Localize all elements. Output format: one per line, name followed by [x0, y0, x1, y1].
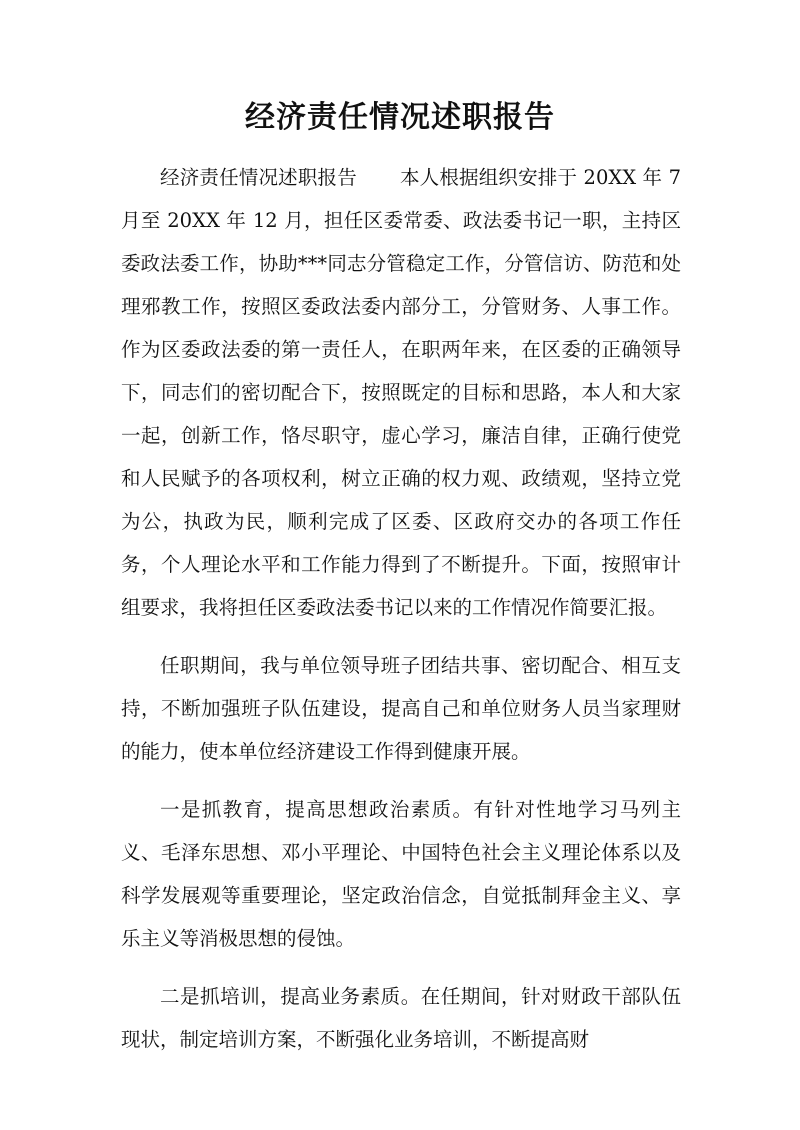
paragraph-intro: [121, 156, 681, 629]
document-body: [121, 156, 681, 1061]
intro-heading: 经济责任情况述职报告: [160, 166, 357, 189]
paragraph-2: 任职期间，我与单位领导班子团结共事、密切配合、相互支持，不断加强班子队伍建设，提高自己和单位财务人员当家理财的能力，使本单位经济建设工作得到健康开展。: [121, 654, 681, 763]
document-title: 经济责任情况述职报告: [245, 100, 555, 135]
paragraph-4: 二是抓培训，提高业务素质。在任期间，针对财政干部队伍现状，制定培训方案，不断强化业务培训，不断提高财: [121, 985, 681, 1051]
paragraph-1-text: 本人根据组织安排于 20XX 年 7 月至 20XX 年 12 月，担任区委常委、政法委书记一职，主持区委政法委工作，协助***同志分管稳定工作，分管信访、防范和处理邪教工作，按照区委政法委内部分工，分管财务、人事工作。作为区委政法委的第一责任人，在职两年来，在区委的正确领导下，同志们的密切配合下，按照既定的目标和思路，本人和大家一起，创新工作，恪尽职守，虚心学习，廉洁自律，正确行使党和人民赋予的各项权利，树立正确的权力观、政绩观，坚持立党为公，执政为民，顺利完成了区委、区政府交办的各项工作任务，个人理论水平和工作能力得到了不断提升。下面，按照审计组要求，我将担任区委政法委书记以来的工作情况作简要汇报。: [121, 166, 681, 619]
paragraph-3: 一是抓教育，提高思想政治素质。有针对性地学习马列主义、毛泽东思想、邓小平理论、中国特色社会主义理论体系以及科学发展观等重要理论，坚定政治信念，自觉抵制拜金主义、享乐主义等消极思想的侵蚀。: [121, 798, 681, 950]
